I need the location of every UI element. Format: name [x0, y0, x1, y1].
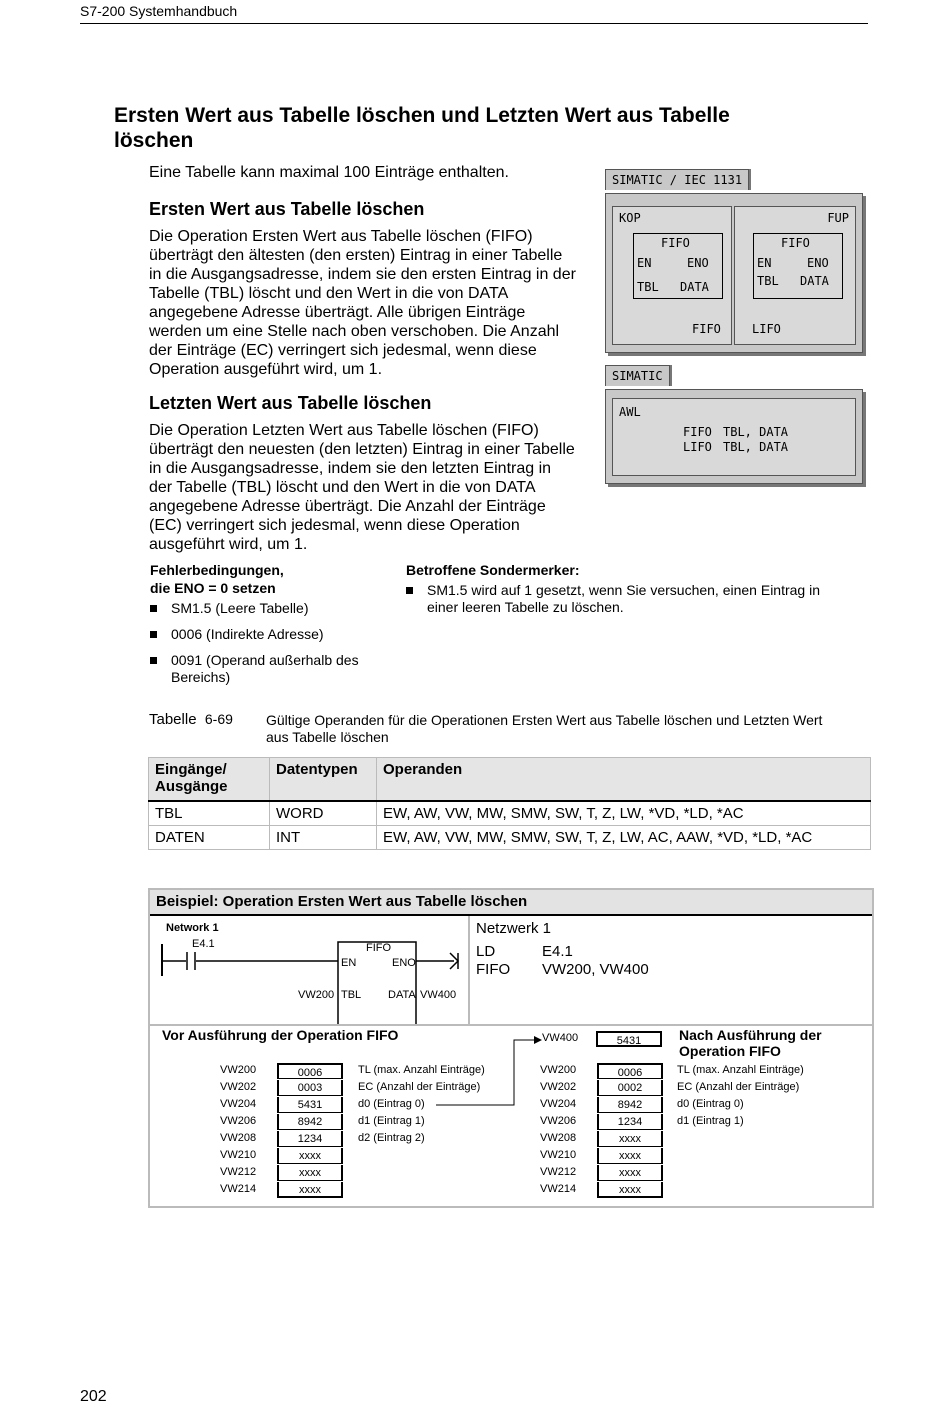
before-address: VW204	[220, 1098, 257, 1110]
running-header: S7-200 Systemhandbuch	[80, 3, 238, 19]
fifo-line: in die Ausgangsadresse, indem sie den ersten Eintrag in der	[149, 266, 576, 283]
before-address: VW202	[220, 1081, 257, 1093]
example-title: Beispiel: Operation Ersten Wert aus Tabelle löschen	[150, 890, 872, 916]
page-number: 202	[80, 1388, 107, 1405]
before-address: VW214	[220, 1183, 257, 1195]
error-item: 0091 (Operand außerhalb des Bereichs)	[150, 652, 359, 686]
before-address: VW206	[220, 1115, 257, 1127]
stl-network: Netzwerk 1	[476, 920, 552, 937]
after-value-cell: 1234	[597, 1114, 663, 1130]
awl-args: TBL, DATA	[723, 425, 789, 439]
table-cell: EW, AW, VW, MW, SMW, SW, T, Z, LW, AC, AAW, *VD, *LD, *AC	[377, 826, 871, 850]
fifo-kop-box	[633, 233, 723, 299]
caption-fifo: FIFO	[692, 322, 721, 336]
box-title: FIFO	[661, 236, 690, 250]
after-address: VW202	[540, 1081, 577, 1093]
ladder-box-title: FIFO	[366, 942, 392, 954]
after-address: VW210	[540, 1149, 577, 1161]
en-pin: EN	[637, 256, 652, 270]
table-caption-label: Tabelle 6-69	[149, 711, 233, 728]
intro-text: Eine Tabelle kann maximal 100 Einträge enthalten.	[149, 164, 509, 181]
tbl-pin: TBL	[637, 280, 659, 294]
fifo-paragraph	[149, 227, 599, 379]
awl-label: AWL	[619, 405, 641, 419]
after-value-cell: 0006	[597, 1063, 663, 1079]
error-title	[150, 561, 284, 597]
table-caption-text	[266, 712, 822, 746]
table-row	[149, 826, 871, 850]
table-cell: DATEN	[149, 826, 270, 850]
lifo-line: in die Ausgangsadresse, indem sie den letzten Eintrag in	[149, 460, 552, 477]
lifo-line: überträgt den neuesten (den letzten) Eintrag in einer Tabelle	[149, 441, 575, 458]
after-value-cell: 8942	[597, 1097, 663, 1113]
after-note: EC (Anzahl der Einträge)	[677, 1081, 800, 1093]
eno-pin: ENO	[687, 256, 709, 270]
after-address: VW214	[540, 1183, 577, 1195]
before-address: VW210	[220, 1149, 257, 1161]
operands-table	[148, 757, 871, 850]
header-cell: Operanden	[377, 758, 871, 802]
before-value-cell: xxxx	[277, 1148, 343, 1164]
before-address: VW208	[220, 1132, 257, 1144]
ladder-eno: ENO	[392, 957, 416, 969]
after-note: d1 (Eintrag 1)	[677, 1115, 744, 1127]
awl-args: TBL, DATA	[723, 440, 789, 454]
caption-lifo: LIFO	[752, 322, 781, 336]
after-address: VW212	[540, 1166, 577, 1178]
ladder-in-addr: VW200	[298, 989, 335, 1001]
before-note: d1 (Eintrag 1)	[358, 1115, 425, 1127]
simatic-tab[interactable]: SIMATIC	[605, 365, 670, 386]
lifo-line: (EC) verringert sich jedesmal, wenn diese Operation	[149, 517, 520, 534]
error-item: SM1.5 (Leere Tabelle)	[150, 600, 308, 617]
awl-op: LIFO	[683, 440, 712, 454]
before-address: VW212	[220, 1166, 257, 1178]
arrow-lines	[150, 890, 872, 1206]
ladder-data: DATA	[388, 989, 416, 1001]
after-address: VW208	[540, 1132, 577, 1144]
special-title: Betroffene Sondermerker:	[406, 562, 580, 578]
lifo-line: angegebene Adresse überträgt. Die Anzahl der Einträge	[149, 498, 546, 515]
fifo-heading: Ersten Wert aus Tabelle löschen	[149, 199, 425, 219]
section-title: Ersten Wert aus Tabelle löschen und Letzten Wert aus Tabelle löschen	[114, 104, 730, 152]
vw400-cell: 5431	[596, 1031, 662, 1047]
fup-label: FUP	[827, 211, 849, 225]
data-pin: DATA	[800, 274, 829, 288]
before-value-cell: 8942	[277, 1114, 343, 1130]
ladder-en: EN	[341, 957, 357, 969]
error-title-line: Fehlerbedingungen,	[150, 562, 284, 578]
table-cell: EW, AW, VW, MW, SMW, SW, T, Z, LW, *VD, *LD, *AC	[377, 801, 871, 826]
contact-label: E4.1	[192, 938, 215, 950]
fifo-line: werden um eine Stelle nach oben verschoben. Die Anzahl	[149, 323, 560, 340]
fifo-line: der Einträge (EC) verringert sich jedesmal, wenn diese	[149, 342, 537, 359]
table-row	[149, 801, 871, 826]
before-address: VW200	[220, 1064, 257, 1076]
fifo-line: Operation ausgeführt wird, um 1.	[149, 361, 383, 378]
awl-panel	[605, 389, 863, 484]
before-title: Vor Ausführung der Operation FIFO	[162, 1027, 399, 1043]
table-cell: WORD	[270, 801, 377, 826]
awl-pane	[612, 398, 856, 476]
table-header-row	[149, 758, 871, 802]
stl-row: FIFO VW200, VW400	[476, 961, 649, 978]
box-title: FIFO	[781, 236, 810, 250]
fifo-line: überträgt den ältesten (den ersten) Eintrag in einer Tabelle	[149, 247, 563, 264]
error-title-line: die ENO = 0 setzen	[150, 580, 276, 596]
tbl-pin: TBL	[757, 274, 779, 288]
after-note: d0 (Eintrag 0)	[677, 1098, 744, 1110]
error-item: 0006 (Indirekte Adresse)	[150, 626, 324, 643]
before-value-cell: xxxx	[277, 1165, 343, 1181]
network-label: Network 1	[166, 922, 219, 934]
header-cell: Eingänge/ Ausgänge	[149, 758, 270, 802]
kop-label: KOP	[619, 211, 641, 225]
fifo-line: Tabelle (TBL) löscht und den Wert in die von DATA	[149, 285, 509, 302]
header-cell: Datentypen	[270, 758, 377, 802]
lifo-line: Die Operation Letzten Wert aus Tabelle löschen (FIFO)	[149, 422, 539, 439]
stl-row: LD E4.1	[476, 943, 573, 960]
data-pin: DATA	[680, 280, 709, 294]
lifo-heading: Letzten Wert aus Tabelle löschen	[149, 393, 432, 413]
lifo-paragraph	[149, 421, 599, 554]
fifo-fup-box	[753, 233, 843, 299]
before-value-cell: 5431	[277, 1097, 343, 1113]
eno-pin: ENO	[807, 256, 829, 270]
before-value-cell: 1234	[277, 1131, 343, 1147]
after-value-cell: 0002	[597, 1080, 663, 1096]
bullet-icon	[150, 657, 157, 664]
table-cell: TBL	[149, 801, 270, 826]
after-value-cell: xxxx	[597, 1182, 663, 1198]
after-note: TL (max. Anzahl Einträge)	[677, 1064, 804, 1076]
after-address: VW200	[540, 1064, 577, 1076]
after-title: Nach Ausführung der Operation FIFO	[679, 1027, 822, 1059]
table-cell: INT	[270, 826, 377, 850]
before-note: EC (Anzahl der Einträge)	[358, 1081, 481, 1093]
example-box	[148, 888, 874, 1208]
before-note: d0 (Eintrag 0)	[358, 1098, 425, 1110]
caption-line: Gültige Operanden für die Operationen Ersten Wert aus Tabelle löschen und Letzten Wert	[266, 712, 823, 728]
before-value-cell: xxxx	[277, 1182, 343, 1198]
lifo-line: der Tabelle (TBL) löscht und den Wert in die von DATA	[149, 479, 536, 496]
before-value-cell: 0006	[277, 1063, 343, 1079]
vw400-label: VW400	[542, 1032, 579, 1044]
fifo-line: Die Operation Ersten Wert aus Tabelle löschen (FIFO)	[149, 228, 533, 245]
ladder-tbl: TBL	[341, 989, 362, 1001]
before-note: TL (max. Anzahl Einträge)	[358, 1064, 485, 1076]
after-address: VW204	[540, 1098, 577, 1110]
bullet-icon	[150, 605, 157, 612]
header-rule	[80, 23, 868, 24]
before-value-cell: 0003	[277, 1080, 343, 1096]
ladder-out-addr: VW400	[420, 989, 457, 1001]
caption-line: aus Tabelle löschen	[266, 729, 389, 745]
awl-op: FIFO	[683, 425, 712, 439]
after-value-cell: xxxx	[597, 1148, 663, 1164]
after-address: VW206	[540, 1115, 577, 1127]
en-pin: EN	[757, 256, 772, 270]
kop-fup-panel	[605, 193, 863, 353]
fifo-line: angegebene Adresse überträgt. Alle übrigen Einträge	[149, 304, 526, 321]
special-item: SM1.5 wird auf 1 gesetzt, wenn Sie versuchen, einen Eintrag in einer leeren Tabelle zu löschen.	[406, 582, 820, 616]
after-value-cell: xxxx	[597, 1165, 663, 1181]
before-note: d2 (Eintrag 2)	[358, 1132, 425, 1144]
bullet-icon	[406, 587, 413, 594]
simatic-iec-tab[interactable]: SIMATIC / IEC 1131	[605, 169, 749, 190]
lifo-line: ausgeführt wird, um 1.	[149, 536, 308, 553]
bullet-icon	[150, 631, 157, 638]
after-value-cell: xxxx	[597, 1131, 663, 1147]
